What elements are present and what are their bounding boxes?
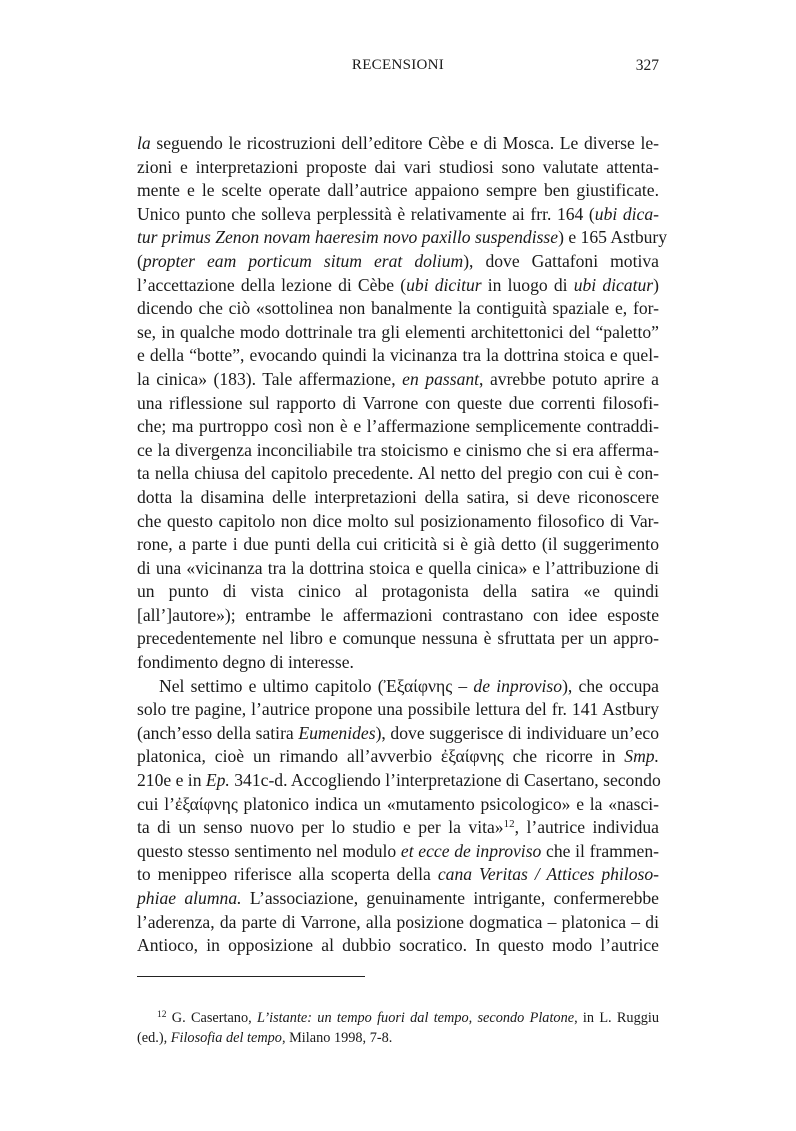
- text-segment: una riflessione sul rapporto di Varrone con queste due correnti filosofi-: [137, 392, 659, 413]
- text-segment: L’associazione, genuinamente intrigante, confermerebbe: [241, 888, 659, 908]
- text-line: [137, 486, 659, 510]
- text-line: [137, 651, 659, 675]
- text-line: [137, 793, 659, 817]
- text-line: [137, 179, 659, 203]
- body-text: [137, 132, 668, 958]
- text-segment: dicendo che ciò «sottolinea non banalmente la contiguità spaziale e, for-: [137, 298, 659, 319]
- text-segment: seguendo le ricostruzioni dell’editore Cèbe e di Mosca. Le diverse le-: [150, 133, 659, 153]
- text-segment: che questo capitolo non dice molto sul posizionamento filosofico di Var-: [137, 510, 659, 531]
- text-segment: che; ma purtroppo così non è e l’affermazione semplicemente contraddi-: [137, 416, 659, 437]
- text-line: [137, 911, 659, 935]
- italic-text: ubi dicitur: [406, 274, 482, 295]
- text-line: [137, 604, 659, 628]
- text-segment: cui l’ἐξαίφνης platonico indica un «mutamento psicologico» e la «nasci-: [137, 793, 659, 814]
- text-line: [137, 250, 659, 274]
- text-segment: platonica, cioè un rimando all’avverbio ἐξαίφνης che ricorre in: [137, 746, 625, 767]
- text-line: [137, 344, 659, 368]
- text-segment: (anch’esso della satira: [137, 722, 299, 743]
- text-line: [137, 274, 659, 298]
- text-line: [137, 510, 659, 534]
- text-segment: l’aderenza, da parte di Varrone, alla posizione dogmatica – platonica – di: [137, 911, 659, 932]
- italic-text: L’istante: un tempo fuori dal tempo, secondo Platone: [256, 1010, 575, 1026]
- text-segment: ce la divergenza inconciliabile tra stoicismo e cinismo che si era afferma-: [137, 439, 659, 460]
- text-line: [137, 675, 659, 699]
- text-line: [137, 580, 659, 604]
- text-segment: di una «vicinanza tra la dottrina stoica e quella cinica» e l’attribuzione di: [137, 557, 659, 578]
- text-line: [137, 462, 659, 486]
- italic-text: phiae alumna.: [137, 888, 242, 908]
- footnote: [137, 1008, 659, 1048]
- footnote-marker: 12: [157, 1010, 167, 1020]
- text-line: [137, 156, 659, 180]
- text-line: [137, 368, 659, 392]
- footnote-line: [137, 1028, 659, 1048]
- text-segment: un punto di vista cinico al protagonista della satira «e quindi: [137, 581, 659, 602]
- italic-text: de inproviso: [473, 675, 563, 696]
- text-line: [137, 745, 659, 769]
- text-segment: la cinica» (183). Tale affermazione,: [137, 368, 403, 389]
- running-header: RECENSIONI: [351, 57, 445, 73]
- text-line: [137, 415, 659, 439]
- text-segment: , in L. Ruggiu: [574, 1010, 659, 1026]
- text-segment: , l’autrice individua: [514, 817, 659, 838]
- text-line: [137, 392, 659, 416]
- text-segment: , Milano 1998, 7-8.: [281, 1030, 393, 1046]
- italic-text: Ep.: [205, 770, 230, 791]
- text-segment: dotta la disamina delle interpretazioni della satira, si deve riconoscere: [137, 486, 659, 507]
- text-line: [137, 132, 659, 156]
- italic-text: la: [137, 133, 151, 153]
- italic-text: ubi dicatur: [573, 274, 654, 295]
- italic-text: Eumenides: [298, 722, 376, 743]
- text-segment: (ed.),: [137, 1030, 171, 1046]
- italic-text: Filosofia del tempo: [170, 1030, 282, 1046]
- text-line: [137, 439, 659, 463]
- text-segment: questo stesso sentimento nel modulo: [137, 840, 401, 861]
- text-line: [137, 816, 659, 840]
- page-number: 327: [635, 57, 659, 74]
- text-segment: ta nella chiusa del capitolo precedente. Al netto del pregio con cui è con-: [137, 463, 659, 484]
- text-segment: to menippeo riferisce alla scoperta della: [137, 864, 438, 885]
- text-segment: 341c-d. Accogliendo l’interpretazione di Casertano, secondo: [229, 770, 661, 791]
- text-line: [137, 321, 659, 345]
- text-segment: fondimento degno di interesse.: [137, 652, 354, 673]
- text-line: [137, 887, 659, 911]
- text-segment: ), dove Gattafoni motiva: [463, 250, 659, 271]
- text-line: [137, 769, 659, 793]
- text-line: [137, 533, 659, 557]
- text-line: [137, 840, 659, 864]
- text-line: [137, 226, 668, 250]
- text-line: [137, 557, 659, 581]
- text-segment: ): [653, 274, 659, 295]
- text-segment: zioni e interpretazioni proposte dai vari studiosi sono valutate attenta-: [137, 156, 659, 177]
- italic-text: et ecce de inproviso: [400, 840, 542, 861]
- text-segment: ), che occupa: [562, 675, 659, 696]
- italic-text: en passant: [402, 368, 480, 389]
- text-segment: , avrebbe potuto aprire a: [479, 368, 659, 389]
- text-segment: ) e 165 Astbury: [558, 227, 668, 248]
- text-segment: (: [137, 250, 143, 271]
- text-segment: G. Casertano,: [166, 1010, 257, 1026]
- text-segment: precedentemente nel libro e comunque nessuna è sfruttata per un appro-: [137, 628, 659, 649]
- text-segment: Antioco, in opposizione al dubbio socratico. In questo modo l’autrice: [137, 935, 659, 956]
- footnote-marker: 12: [503, 818, 515, 831]
- italic-text: propter eam porticum situm erat dolium: [142, 250, 464, 271]
- text-segment: ), dove suggerisce di individuare un’eco: [375, 722, 660, 743]
- text-segment: mente e le scelte operate dall’autrice appaiono sempre ben giustificate.: [137, 180, 659, 201]
- text-segment: rone, a parte i due punti della cui criticità si è già detto (il suggerimento: [137, 534, 659, 555]
- text-segment: [all’]autore»); entrambe le affermazioni contrastano con idee esposte: [137, 604, 659, 625]
- text-segment: se, in qualche modo dottrinale tra gli elementi architettonici del “paletto”: [137, 321, 659, 342]
- text-line: [137, 627, 659, 651]
- text-segment: ta di un senso nuovo per lo studio e per la vita»: [137, 817, 504, 838]
- italic-text: cana Veritas / Attices philoso-: [437, 864, 659, 885]
- text-segment: e della “botte”, evocando quindi la vicinanza tra la dottrina stoica e quel-: [137, 345, 659, 366]
- text-segment: Unico punto che solleva perplessità è relativamente ai frr. 164 (: [137, 203, 595, 224]
- text-segment: solo tre pagine, l’autrice propone una possibile lettura del fr. 141 Astbury: [137, 699, 659, 720]
- text-line: [137, 297, 659, 321]
- text-segment: in luogo di: [481, 274, 574, 295]
- text-segment: Nel settimo e ultimo capitolo (Ἐξαίφνης –: [159, 675, 474, 696]
- italic-text: ubi dica-: [594, 203, 660, 224]
- text-line: [137, 203, 659, 227]
- italic-text: Smp.: [624, 746, 659, 767]
- footnote-divider: [137, 976, 365, 977]
- text-line: [137, 863, 659, 887]
- text-line: [137, 722, 659, 746]
- text-segment: 210e e in: [137, 770, 206, 791]
- footnote-line: [137, 1008, 659, 1028]
- italic-text: tur primus Zenon novam haeresim novo paxillo suspendisse: [137, 227, 559, 248]
- text-line: [137, 698, 659, 722]
- text-line: [137, 934, 659, 958]
- text-segment: che il frammen-: [541, 840, 659, 861]
- text-segment: l’accettazione della lezione di Cèbe (: [137, 274, 407, 295]
